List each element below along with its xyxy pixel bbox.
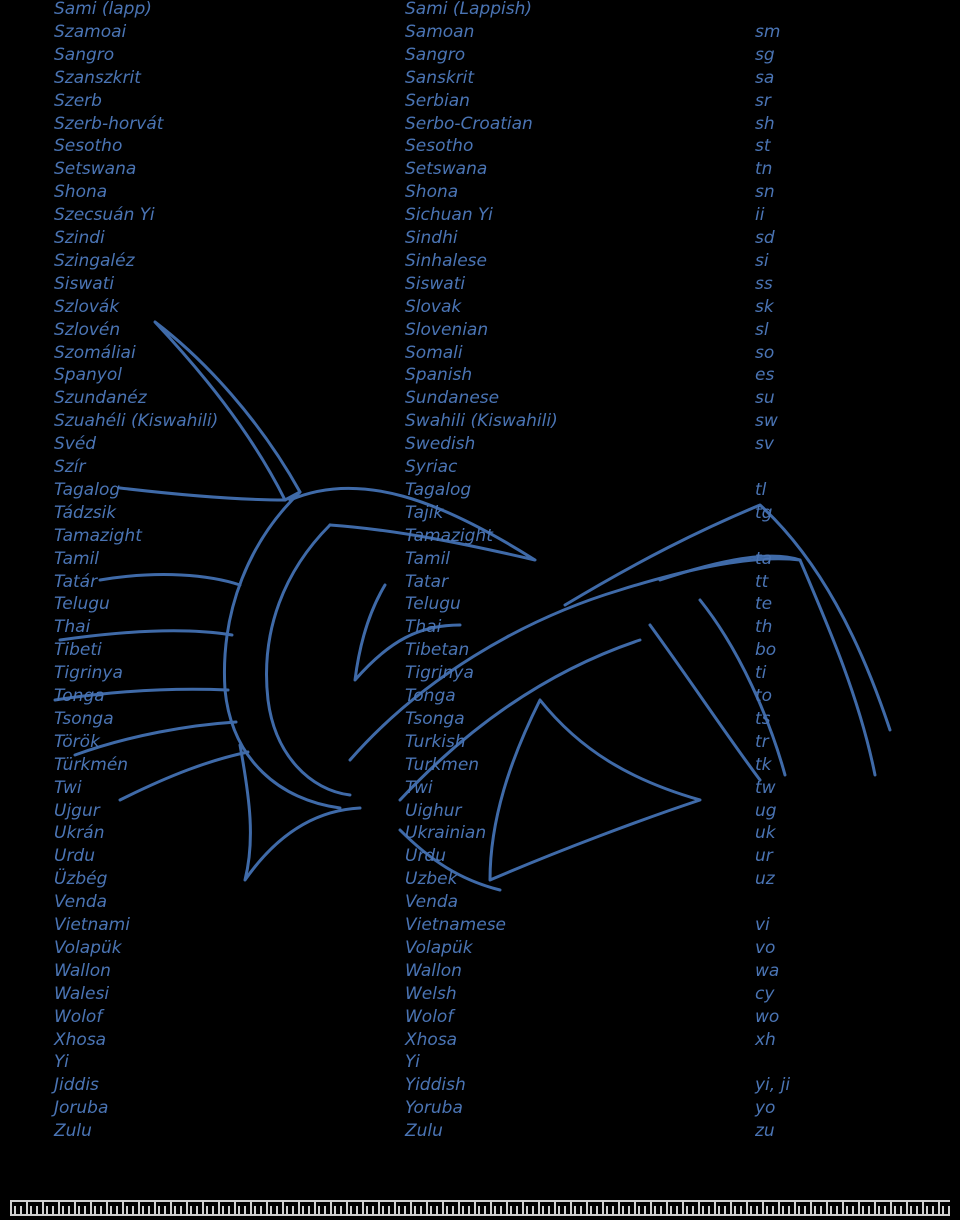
- table-row: [0, 366, 960, 389]
- hungarian-name: Xhosa: [54, 1029, 107, 1050]
- language-code: to: [755, 686, 773, 706]
- hungarian-name: Szuahéli (Kiswahili): [54, 411, 219, 432]
- language-code: tn: [755, 159, 773, 180]
- hungarian-name: Szerb: [54, 90, 102, 111]
- language-code: sr: [755, 90, 771, 111]
- hungarian-name: Wallon: [54, 960, 111, 981]
- hungarian-name: Vietnami: [54, 915, 130, 935]
- hungarian-name: Sami (lapp): [54, 0, 152, 19]
- english-name: Tatar: [405, 571, 449, 592]
- language-code: sv: [755, 434, 774, 455]
- english-name: Yi: [405, 1052, 420, 1073]
- language-code: vi: [755, 915, 770, 935]
- hungarian-name: Telugu: [54, 594, 110, 615]
- language-code: ug: [755, 800, 777, 821]
- language-code: ts: [755, 708, 771, 729]
- english-name: Serbo-Croatian: [405, 113, 533, 134]
- language-code: sk: [755, 296, 774, 317]
- language-code: ur: [755, 846, 773, 867]
- language-code: si: [755, 250, 769, 271]
- hungarian-name: Szamoai: [54, 21, 127, 42]
- english-name: Wallon: [405, 960, 462, 981]
- language-code: es: [755, 365, 775, 386]
- english-name: Zulu: [405, 1121, 443, 1142]
- hungarian-name: Türkmén: [54, 754, 129, 775]
- english-name: Tsonga: [405, 708, 465, 729]
- english-name: Venda: [405, 892, 459, 913]
- table-row: [0, 939, 960, 962]
- language-code: sh: [755, 113, 775, 134]
- english-name: Thai: [405, 617, 442, 638]
- english-name: Swedish: [405, 434, 476, 455]
- table-row: [0, 916, 960, 939]
- hungarian-name: Szanszkrit: [54, 67, 141, 88]
- language-code: uk: [755, 823, 776, 844]
- table-row: [0, 298, 960, 321]
- hungarian-name: Szindi: [54, 228, 105, 248]
- table-row: [0, 137, 960, 160]
- english-name: Welsh: [405, 983, 457, 1004]
- table-row: [0, 389, 960, 412]
- language-code: sd: [755, 228, 775, 248]
- hungarian-name: Twi: [54, 777, 82, 798]
- language-code: sn: [755, 182, 775, 203]
- table-row: [0, 115, 960, 138]
- table-row: [0, 1122, 960, 1145]
- table-row: [0, 344, 960, 367]
- language-code: st: [755, 136, 771, 157]
- table-row: [0, 847, 960, 870]
- table-row: [0, 893, 960, 916]
- table-row: [0, 733, 960, 756]
- table-row: [0, 710, 960, 733]
- table-row: [0, 1031, 960, 1054]
- hungarian-name: Ujgur: [54, 800, 100, 821]
- table-row: [0, 229, 960, 252]
- english-name: Wolof: [405, 1006, 454, 1027]
- hungarian-name: Szlovén: [54, 319, 121, 340]
- table-row: [0, 206, 960, 229]
- hungarian-name: Szingaléz: [54, 250, 135, 271]
- table-row: [0, 481, 960, 504]
- hungarian-name: Urdu: [54, 846, 95, 867]
- hungarian-name: Szír: [54, 457, 86, 477]
- table-row: [0, 412, 960, 435]
- language-code: ti: [755, 663, 767, 684]
- english-name: Sami (Lappish): [405, 0, 532, 19]
- language-code: zu: [755, 1121, 775, 1142]
- hungarian-name: Szlovák: [54, 296, 120, 317]
- english-name: Tamazight: [405, 525, 493, 546]
- hungarian-name: Yi: [54, 1052, 69, 1073]
- language-code: cy: [755, 983, 775, 1004]
- hungarian-name: Wolof: [54, 1006, 103, 1027]
- english-name: Slovenian: [405, 319, 489, 340]
- english-name: Turkmen: [405, 754, 480, 775]
- table-row: [0, 618, 960, 641]
- table-row: [0, 641, 960, 664]
- language-code: sl: [755, 319, 769, 340]
- table-row: [0, 46, 960, 69]
- hungarian-name: Sesotho: [54, 136, 123, 157]
- table-row: [0, 321, 960, 344]
- english-name: Tagalog: [405, 479, 472, 500]
- hungarian-name: Venda: [54, 892, 108, 913]
- english-name: Sindhi: [405, 228, 458, 248]
- language-code: sa: [755, 67, 775, 88]
- hungarian-name: Spanyol: [54, 365, 122, 386]
- english-name: Telugu: [405, 594, 461, 615]
- english-name: Xhosa: [405, 1029, 458, 1050]
- table-row: [0, 92, 960, 115]
- language-code: tr: [755, 731, 769, 752]
- english-name: Vietnamese: [405, 915, 507, 935]
- english-name: Syriac: [405, 457, 458, 477]
- english-name: Tajik: [405, 502, 444, 523]
- english-name: Shona: [405, 182, 459, 203]
- language-code: sm: [755, 21, 781, 42]
- language-code: ta: [755, 548, 773, 569]
- english-name: Tibetan: [405, 640, 470, 661]
- language-code: tg: [755, 502, 773, 523]
- table-row: [0, 69, 960, 92]
- english-name: Spanish: [405, 365, 473, 386]
- table-row: [0, 802, 960, 825]
- table-row: [0, 985, 960, 1008]
- table-row: [0, 756, 960, 779]
- table-row: [0, 1076, 960, 1099]
- hungarian-name: Üzbég: [54, 869, 108, 890]
- hungarian-name: Volapük: [54, 937, 122, 958]
- language-code: uz: [755, 869, 775, 890]
- english-name: Somali: [405, 342, 463, 363]
- english-name: Samoan: [405, 21, 475, 42]
- hungarian-name: Tonga: [54, 686, 105, 706]
- hungarian-name: Thai: [54, 617, 91, 638]
- english-name: Urdu: [405, 846, 446, 867]
- hungarian-name: Tamazight: [54, 525, 142, 546]
- table-row: [0, 458, 960, 481]
- language-code: xh: [755, 1029, 776, 1050]
- english-name: Sichuan Yi: [405, 205, 493, 226]
- hungarian-name: Tamil: [54, 548, 100, 569]
- table-row: [0, 550, 960, 573]
- language-code: ii: [755, 205, 765, 226]
- hungarian-name: Ukrán: [54, 823, 105, 844]
- table-row: [0, 160, 960, 183]
- table-row: [0, 1053, 960, 1076]
- english-name: Tigrinya: [405, 663, 474, 684]
- table-row: [0, 664, 960, 687]
- language-code: so: [755, 342, 775, 363]
- hungarian-name: Walesi: [54, 983, 110, 1004]
- language-code: yi, ji: [755, 1075, 791, 1096]
- english-name: Tonga: [405, 686, 456, 706]
- hungarian-name: Setswana: [54, 159, 137, 180]
- english-name: Sangro: [405, 44, 466, 65]
- table-row: [0, 962, 960, 985]
- english-name: Uzbek: [405, 869, 458, 890]
- hungarian-name: Török: [54, 731, 100, 752]
- table-row: [0, 252, 960, 275]
- table-row: [0, 0, 960, 23]
- language-code: vo: [755, 937, 776, 958]
- hungarian-name: Szecsuán Yi: [54, 205, 155, 226]
- language-code: su: [755, 388, 775, 409]
- language-code: tt: [755, 571, 769, 592]
- language-code: sw: [755, 411, 778, 432]
- table-row: [0, 1008, 960, 1031]
- table-row: [0, 687, 960, 710]
- language-code: te: [755, 594, 773, 615]
- english-name: Uighur: [405, 800, 462, 821]
- english-name: Serbian: [405, 90, 470, 111]
- table-row: [0, 527, 960, 550]
- hungarian-name: Szomáliai: [54, 342, 136, 363]
- english-name: Setswana: [405, 159, 488, 180]
- table-row: [0, 595, 960, 618]
- hungarian-name: Tagalog: [54, 479, 121, 500]
- table-row: [0, 183, 960, 206]
- hungarian-name: Siswati: [54, 273, 115, 294]
- table-row: [0, 435, 960, 458]
- language-code: ss: [755, 273, 773, 294]
- english-name: Twi: [405, 777, 433, 798]
- english-name: Siswati: [405, 273, 466, 294]
- language-code: yo: [755, 1098, 776, 1119]
- english-name: Sundanese: [405, 388, 500, 409]
- hungarian-name: Jiddis: [54, 1075, 99, 1096]
- table-row: [0, 824, 960, 847]
- hungarian-name: Szerb-horvát: [54, 113, 164, 134]
- english-name: Ukrainian: [405, 823, 487, 844]
- language-code: wa: [755, 960, 780, 981]
- language-code: th: [755, 617, 773, 638]
- language-code: tw: [755, 777, 776, 798]
- english-name: Slovak: [405, 296, 462, 317]
- table-row: [0, 23, 960, 46]
- hungarian-name: Tatár: [54, 571, 98, 592]
- language-code: wo: [755, 1006, 780, 1027]
- table-row: [0, 275, 960, 298]
- english-name: Swahili (Kiswahili): [405, 411, 558, 432]
- table-row: [0, 1099, 960, 1122]
- english-name: Yiddish: [405, 1075, 466, 1096]
- english-name: Sanskrit: [405, 67, 475, 88]
- hungarian-name: Tigrinya: [54, 663, 123, 684]
- language-code: tl: [755, 479, 767, 500]
- english-name: Sinhalese: [405, 250, 487, 271]
- english-name: Yoruba: [405, 1098, 463, 1119]
- hungarian-name: Sangro: [54, 44, 115, 65]
- english-name: Sesotho: [405, 136, 474, 157]
- english-name: Volapük: [405, 937, 473, 958]
- hungarian-name: Zulu: [54, 1121, 92, 1142]
- language-code: tk: [755, 754, 772, 775]
- hungarian-name: Tsonga: [54, 708, 114, 729]
- english-name: Tamil: [405, 548, 451, 569]
- hungarian-name: Tibeti: [54, 640, 102, 661]
- hungarian-name: Joruba: [54, 1098, 109, 1119]
- hungarian-name: Svéd: [54, 434, 97, 455]
- english-name: Turkish: [405, 731, 466, 752]
- language-code: sg: [755, 44, 775, 65]
- table-row: [0, 870, 960, 893]
- hungarian-name: Tádzsik: [54, 502, 117, 523]
- greek-key-border: [10, 1200, 950, 1216]
- table-row: [0, 779, 960, 802]
- hungarian-name: Szundanéz: [54, 388, 147, 409]
- hungarian-name: Shona: [54, 182, 108, 203]
- language-code: bo: [755, 640, 777, 661]
- table-row: [0, 504, 960, 527]
- table-row: [0, 573, 960, 596]
